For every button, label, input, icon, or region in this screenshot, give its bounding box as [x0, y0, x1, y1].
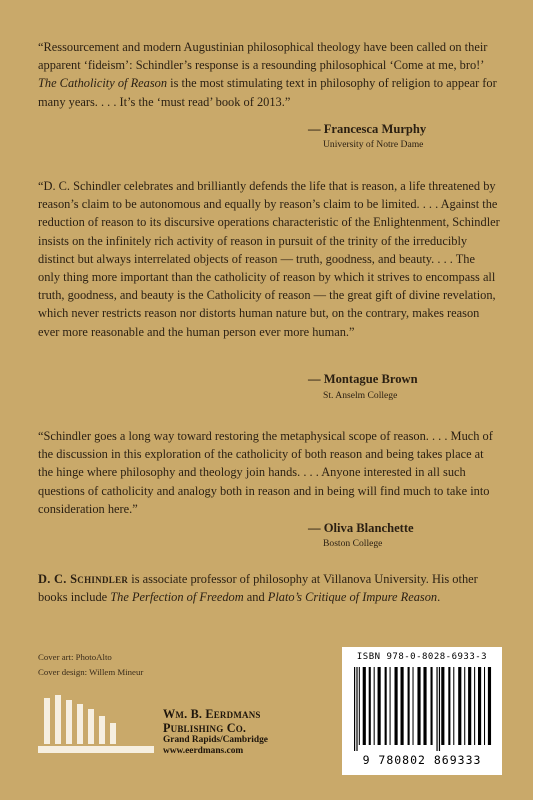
barcode — [342, 647, 502, 775]
isbn-label: ISBN 978-0-8028-6933-3 — [356, 652, 488, 662]
publisher-line-1: Wm. B. Eerdmans — [163, 707, 261, 721]
quote-1-affiliation: University of Notre Dame — [323, 139, 424, 150]
cover-credits — [38, 650, 143, 680]
quote-3 — [38, 427, 500, 518]
publisher-logo-icon — [38, 690, 156, 758]
quote-2-author: — Montague Brown — [308, 372, 418, 386]
author-bio — [38, 570, 500, 606]
quote-3-affiliation: Boston College — [323, 538, 383, 549]
barcode-digits: 9 780802 869333 — [362, 753, 482, 767]
quote-1-author: — Francesca Murphy — [308, 122, 427, 136]
author-name: D. C. Schindler — [38, 572, 129, 586]
quote-1-text: “Ressourcement and modern Augustinian philosophical theology have been called on their apparent ‘fideism’: Schindler’s response is a resounding philosophical ‘Come at me, bro!’ The Catholicity of Reason is the most stimulating text in philosophy of religion to appear for many years. . . . It’s the ‘must read’ book of 2013.” — [38, 40, 497, 109]
barcode-bars-icon — [352, 667, 492, 751]
publisher-location: Grand Rapids/Cambridge — [163, 735, 268, 745]
cover-design-credit: Cover design: Willem Mineur — [38, 667, 144, 677]
author-bio-text: is associate professor of philosophy at Villanova University. His other books include The Perfection of Freedom and Plato’s Critique of Impure Reason. — [38, 572, 478, 605]
publisher-website: www.eerdmans.com — [163, 746, 244, 757]
quote-2 — [38, 177, 500, 341]
quote-1 — [38, 38, 500, 111]
quote-2-text: “D. C. Schindler celebrates and brilliantly defends the life that is reason, a life threatened by reason’s claim to be autonomous and equally by reason’s claim to be limited. . . . Against the reduction of reason to its discursive operations characteristic of the Enlightenment, Schindler insists on the infinitely rich activity of reason in pursuit of the trinity of the irreducibly distinct but always interrelated objects of reason — truth, goodness, and beauty. . . . The only thing more important than the catholicity of reason by which it strives to encompass all truth, goodness, and beauty is the Catholicity of reason — the great gift of divine revelation, which never restricts reason nor distorts human nature but, on the contrary, makes reason ever more reasonable and the human person ever more human.” — [38, 179, 500, 339]
quote-3-author: — Oliva Blanchette — [308, 521, 414, 535]
quote-2-affiliation: St. Anselm College — [323, 390, 398, 401]
publisher-block — [163, 707, 313, 758]
cover-art-credit: Cover art: PhotoAlto — [38, 652, 112, 662]
quote-3-text: “Schindler goes a long way toward restoring the metaphysical scope of reason. . . . Much of the discussion in this exploration of the catholicity of both reason and being takes place at the hinge where philosophy and theology join hands. . . . Anyone interested in all such questions of catholicity and analogy both in reason and in being will find much to take into consideration here.” — [38, 429, 493, 516]
publisher-line-2: Publishing Co. — [163, 721, 247, 735]
